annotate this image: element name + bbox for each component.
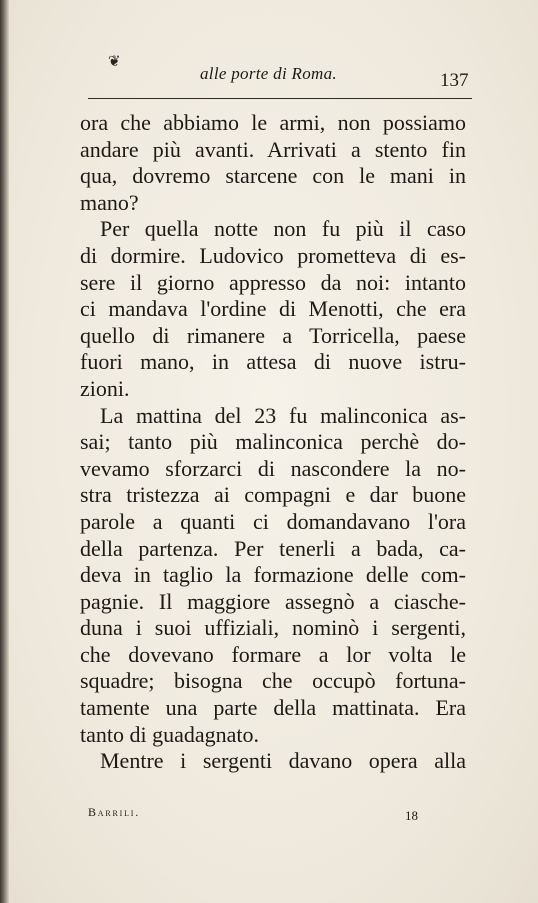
text-line: andare più avanti. Arrivati a stento fin — [80, 136, 466, 162]
fleuron-ornament-icon: ❦ — [108, 54, 121, 70]
text-line: sere il giorno appresso da noi: intanto — [80, 269, 466, 295]
text-line: ci mandava l'ordine di Menotti, che era — [80, 296, 466, 322]
text-line: vevamo sforzarci di nascondere la no- — [80, 455, 466, 481]
text-line: tanto di guadagnato. — [80, 721, 260, 747]
text-line: ora che abbiamo le armi, non possiamo — [80, 110, 466, 135]
text-line: mano? — [80, 189, 139, 215]
signature-mark: Barrili. — [88, 805, 141, 819]
text-line: deva in taglio la formazione delle com- — [80, 562, 466, 588]
text-line: della partenza. Per tenerli a bada, ca- — [80, 535, 466, 561]
body-text — [80, 110, 466, 775]
running-head: alle porte di Roma. — [200, 64, 337, 83]
text-line: zioni. — [80, 375, 130, 401]
text-line: sai; tanto più malinconica perchè do- — [80, 429, 466, 455]
book-spine-shadow — [0, 0, 9, 903]
text-line: pagnie. Il maggiore assegnò a ciasche- — [80, 588, 466, 614]
text-line: quello di rimanere a Torricella, paese — [80, 322, 466, 348]
text-line: fuori mano, in attesa di nuove istru- — [80, 349, 466, 375]
text-line: qua, dovremo starcene con le mani in — [80, 163, 466, 189]
text-line: parole a quanti ci domandavano l'ora — [80, 508, 466, 534]
text-line: che dovevano formare a lor volta le — [80, 641, 466, 667]
text-line: tamente una parte della mattinata. Era — [80, 695, 466, 721]
header-rule — [88, 98, 472, 99]
text-line: di dormire. Ludovico prometteva di es- — [80, 242, 466, 268]
text-line: squadre; bisogna che occupò fortuna- — [80, 668, 466, 694]
sheet-number: 18 — [405, 808, 418, 823]
text-line: Mentre i sergenti davano opera alla — [100, 748, 466, 774]
text-line: Per quella notte non fu più il caso — [100, 216, 466, 242]
text-line: stra tristezza ai compagni e dar buone — [80, 482, 466, 508]
page-number: 137 — [440, 70, 469, 91]
text-line: La mattina del 23 fu malinconica as- — [100, 402, 466, 428]
text-line: duna i suoi uffiziali, nominò i sergenti, — [80, 615, 466, 641]
